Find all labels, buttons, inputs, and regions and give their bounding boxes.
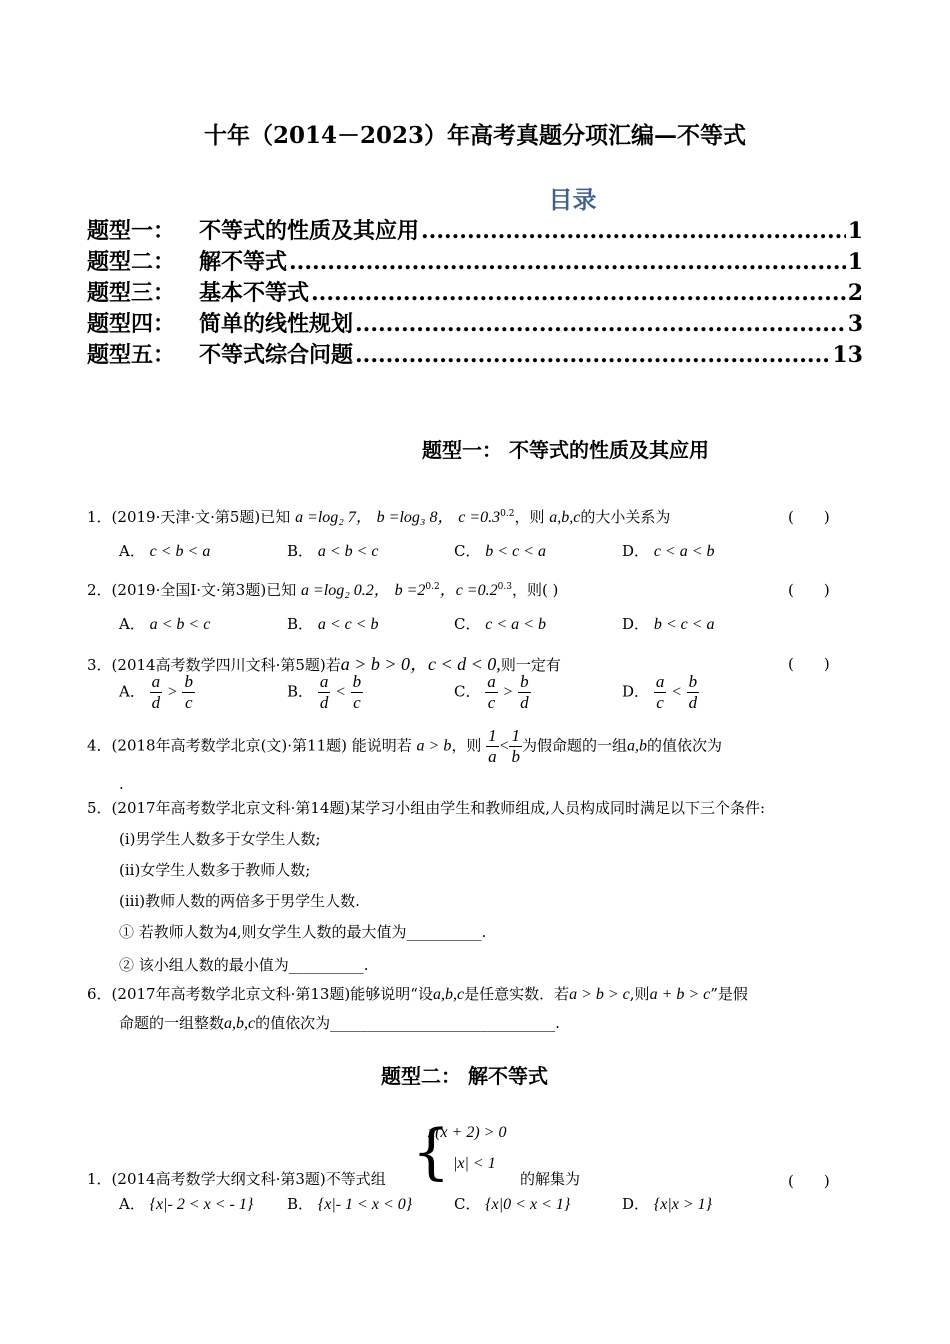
question-text: ,则女学生人数的最大值为__________. [236, 923, 487, 941]
section-heading-2: 题型二： 解不等式 [381, 1064, 548, 1088]
toc-item-label: 题型五： [87, 342, 176, 368]
toc-item[interactable] [87, 245, 863, 276]
option-d[interactable] [622, 613, 715, 634]
option-key: B． [287, 615, 314, 633]
denominator: c [487, 693, 496, 712]
option-value: c < a < b [653, 543, 715, 560]
toc-item-page: 1 [847, 218, 863, 244]
question-text: 的值依次为 [646, 736, 722, 755]
fraction [150, 672, 163, 713]
question-stem: 4．(2018年高考数学北京(文)·第11题) 能说明若 [87, 736, 412, 755]
system-brace: { [412, 1117, 451, 1187]
option-key: D． [622, 682, 650, 701]
fraction [318, 672, 331, 713]
option-value: {x|- 1 < x < 0} [317, 1196, 413, 1213]
math-expression: ，c =0.2 [439, 582, 498, 599]
question-4 [87, 726, 722, 767]
denominator: c [656, 693, 664, 712]
relation-symbol: < [335, 683, 346, 701]
question-4-end: . [119, 775, 124, 793]
option-key: D． [622, 1195, 650, 1213]
denominator: d [319, 693, 329, 712]
question-5: 5．(2017年高考数学北京文科·第14题)某学习小组由学生和教师组成,人员构成同时满足以下三个条件: [87, 799, 766, 817]
exponent: 0.2 [500, 509, 515, 519]
sub-question-1[interactable] [119, 921, 486, 942]
option-c[interactable] [454, 672, 531, 713]
option-d[interactable] [622, 672, 699, 713]
math-expression: a > b > c [569, 986, 630, 1003]
math-expression: a =log₂ 0.2， [300, 582, 390, 599]
denominator: c [184, 693, 193, 712]
numerator: 1 [511, 726, 520, 745]
math-expression: a =log₂ 7， [295, 509, 372, 526]
question-text: 的解集为 [520, 1170, 581, 1188]
question-stem: 3．(2014高考数学四川文科·第5题)若 [87, 656, 341, 674]
question-stem: 1．(2014高考数学大纲文科·第3题)不等式组 [87, 1170, 386, 1188]
toc-item-text: 不等式综合问题 [199, 342, 354, 368]
inequality-2: |x| < 1 [453, 1155, 496, 1172]
math-expression: b =2 [394, 582, 426, 599]
toc-leader-dots [421, 218, 846, 244]
question-text: 命题的一组整数 [119, 1014, 225, 1032]
math-expression: c =0.3 [458, 509, 501, 526]
toc-item-page: 2 [847, 280, 863, 306]
question-2-1 [87, 1168, 386, 1189]
relation-symbol: < [671, 683, 682, 701]
denominator: d [520, 693, 529, 712]
answer-paren: ( ) [788, 1172, 830, 1190]
condition-2: (ii)女学生人数多于教师人数; [119, 861, 311, 879]
math-expression: b =log₃ 8， [376, 509, 454, 526]
denominator: b [511, 747, 520, 766]
option-key: C． [454, 542, 481, 560]
option-value: {x|- 2 < x < - 1} [149, 1196, 254, 1213]
option-value: b < c < a [485, 543, 546, 560]
answer-paren: ( ) [788, 508, 830, 526]
option-c[interactable] [454, 1193, 570, 1214]
toc-leader-dots [289, 249, 846, 275]
option-value: a < b < c [149, 616, 211, 633]
option-c[interactable] [454, 613, 546, 634]
toc-item-label: 题型四： [87, 311, 176, 337]
toc-item-label: 题型一： [87, 218, 176, 244]
fraction [486, 726, 499, 767]
numerator: b [352, 672, 362, 691]
exponent: 0.3 [497, 582, 512, 592]
option-a[interactable] [119, 540, 210, 561]
exponent: 0.2 [425, 582, 440, 592]
option-key: C． [454, 682, 481, 701]
toc-item-page: 3 [847, 311, 863, 337]
option-key: D． [622, 615, 650, 633]
toc-item[interactable] [87, 214, 863, 245]
option-d[interactable] [622, 1193, 712, 1214]
denominator: d [688, 693, 698, 712]
toc-leader-dots [311, 280, 846, 306]
fraction [351, 672, 364, 713]
option-value: {x|0 < x < 1} [485, 1196, 571, 1213]
fraction [182, 672, 195, 713]
question-text: ① 若教师人数为 [119, 923, 229, 941]
math-expression: a > b > 0，c < d < 0, [340, 654, 501, 674]
question-text: ，则( ) [511, 581, 559, 599]
numerator: a [319, 672, 329, 691]
numerator: a [151, 672, 161, 691]
toc-item-label: 题型二： [87, 249, 176, 275]
option-key: B． [287, 542, 314, 560]
condition-1: (i)男学生人数多于女学生人数; [119, 830, 321, 848]
answer-paren: ( ) [788, 581, 830, 599]
toc-leader-dots [355, 342, 830, 368]
toc-item-page: 13 [832, 342, 863, 368]
option-d[interactable] [622, 540, 715, 561]
option-key: B． [287, 1195, 314, 1213]
toc-item-label: 题型三： [87, 280, 176, 306]
option-b[interactable] [287, 1193, 412, 1214]
denominator: d [151, 693, 161, 712]
math-expression: a,b,c [549, 509, 581, 526]
question-text: ，则 [514, 508, 545, 526]
question-stem: 1．(2019·天津·文·第5题)已知 [87, 508, 291, 526]
option-key: B． [287, 682, 314, 701]
math-expression: a,b,c [224, 1015, 256, 1032]
question-text: 则一定有 [500, 656, 561, 674]
math-expression: 4 [228, 924, 237, 941]
inequality-1: x(x + 2) > 0 [428, 1124, 507, 1141]
question-text: 的值依次为______________________________. [255, 1014, 560, 1032]
option-b[interactable] [287, 613, 379, 634]
option-key: A． [119, 1195, 145, 1213]
option-b[interactable] [287, 672, 363, 713]
toc-item[interactable] [87, 307, 863, 338]
question-text: ，则 [451, 736, 482, 755]
question-stem: 6．(2017年高考数学北京文科·第13题)能够说明“设 [87, 985, 433, 1003]
question-text: 的大小关系为 [580, 508, 671, 526]
option-value: c < b < a [149, 543, 211, 560]
question-text: 为假命题的一组 [521, 736, 627, 755]
toc-item-text: 基本不等式 [199, 280, 310, 306]
numerator: a [487, 672, 496, 691]
question-text: ”是假 [710, 985, 748, 1003]
toc-item-text: 解不等式 [199, 249, 288, 275]
option-value: b < c < a [653, 616, 715, 633]
toc-leader-dots [355, 311, 846, 337]
answer-paren: ( ) [788, 655, 830, 673]
math-expression: a > b [416, 737, 452, 755]
sub-question-2[interactable]: ② 该小组人数的最小值为__________. [119, 956, 369, 974]
option-b[interactable] [287, 540, 379, 561]
question-1 [87, 504, 670, 527]
condition-3: (iii)教师人数的两倍多于男学生人数. [119, 892, 360, 910]
question-2 [87, 577, 558, 600]
math-expression: a,b [626, 737, 647, 755]
math-expression: a,b,c [432, 986, 465, 1003]
toc-item[interactable] [87, 276, 863, 307]
numerator: b [184, 672, 193, 691]
option-a[interactable] [119, 613, 210, 634]
fraction [687, 672, 700, 713]
numerator: b [520, 672, 529, 691]
option-c[interactable] [454, 540, 546, 561]
option-a[interactable] [119, 672, 195, 713]
fraction [654, 672, 667, 713]
option-value: a < c < b [317, 616, 379, 633]
option-a[interactable] [119, 1193, 253, 1214]
toc-item-page: 1 [847, 249, 863, 275]
toc-heading: 目录 [548, 185, 597, 214]
relation-symbol: > [166, 683, 178, 701]
denominator: c [353, 693, 361, 712]
toc-item[interactable] [87, 338, 863, 369]
fraction [485, 672, 498, 713]
question-text: 是任意实数．若 [464, 985, 570, 1003]
numerator: 1 [488, 726, 497, 745]
section-heading-1: 题型一： 不等式的性质及其应用 [422, 438, 709, 462]
option-key: C． [454, 615, 481, 633]
option-value: a < b < c [317, 543, 379, 560]
numerator: a [655, 672, 665, 691]
question-text: ,则 [629, 985, 650, 1003]
document-title: 十年（2014－2023）年高考真题分项汇编—不等式 [203, 122, 747, 149]
numerator: b [688, 672, 698, 691]
option-key: C． [454, 1195, 481, 1213]
fraction [509, 726, 522, 767]
option-value: c < a < b [485, 616, 546, 633]
question-stem: 2．(2019·全国Ⅰ·文·第3题)已知 [87, 581, 297, 599]
option-key: A． [119, 615, 145, 633]
question-6 [87, 983, 748, 1004]
denominator: a [488, 747, 497, 766]
relation-symbol: > [502, 683, 514, 701]
relation-symbol: < [498, 737, 510, 755]
option-key: A． [119, 542, 145, 560]
option-value: {x|x > 1} [653, 1196, 713, 1213]
question-6-line-2[interactable] [119, 1012, 560, 1033]
toc-item-text: 简单的线性规划 [199, 311, 354, 337]
math-expression: a + b > c [649, 986, 711, 1003]
option-key: D． [622, 542, 650, 560]
option-key: A． [119, 682, 145, 701]
toc-item-text: 不等式的性质及其应用 [199, 218, 420, 244]
fraction [518, 672, 531, 713]
